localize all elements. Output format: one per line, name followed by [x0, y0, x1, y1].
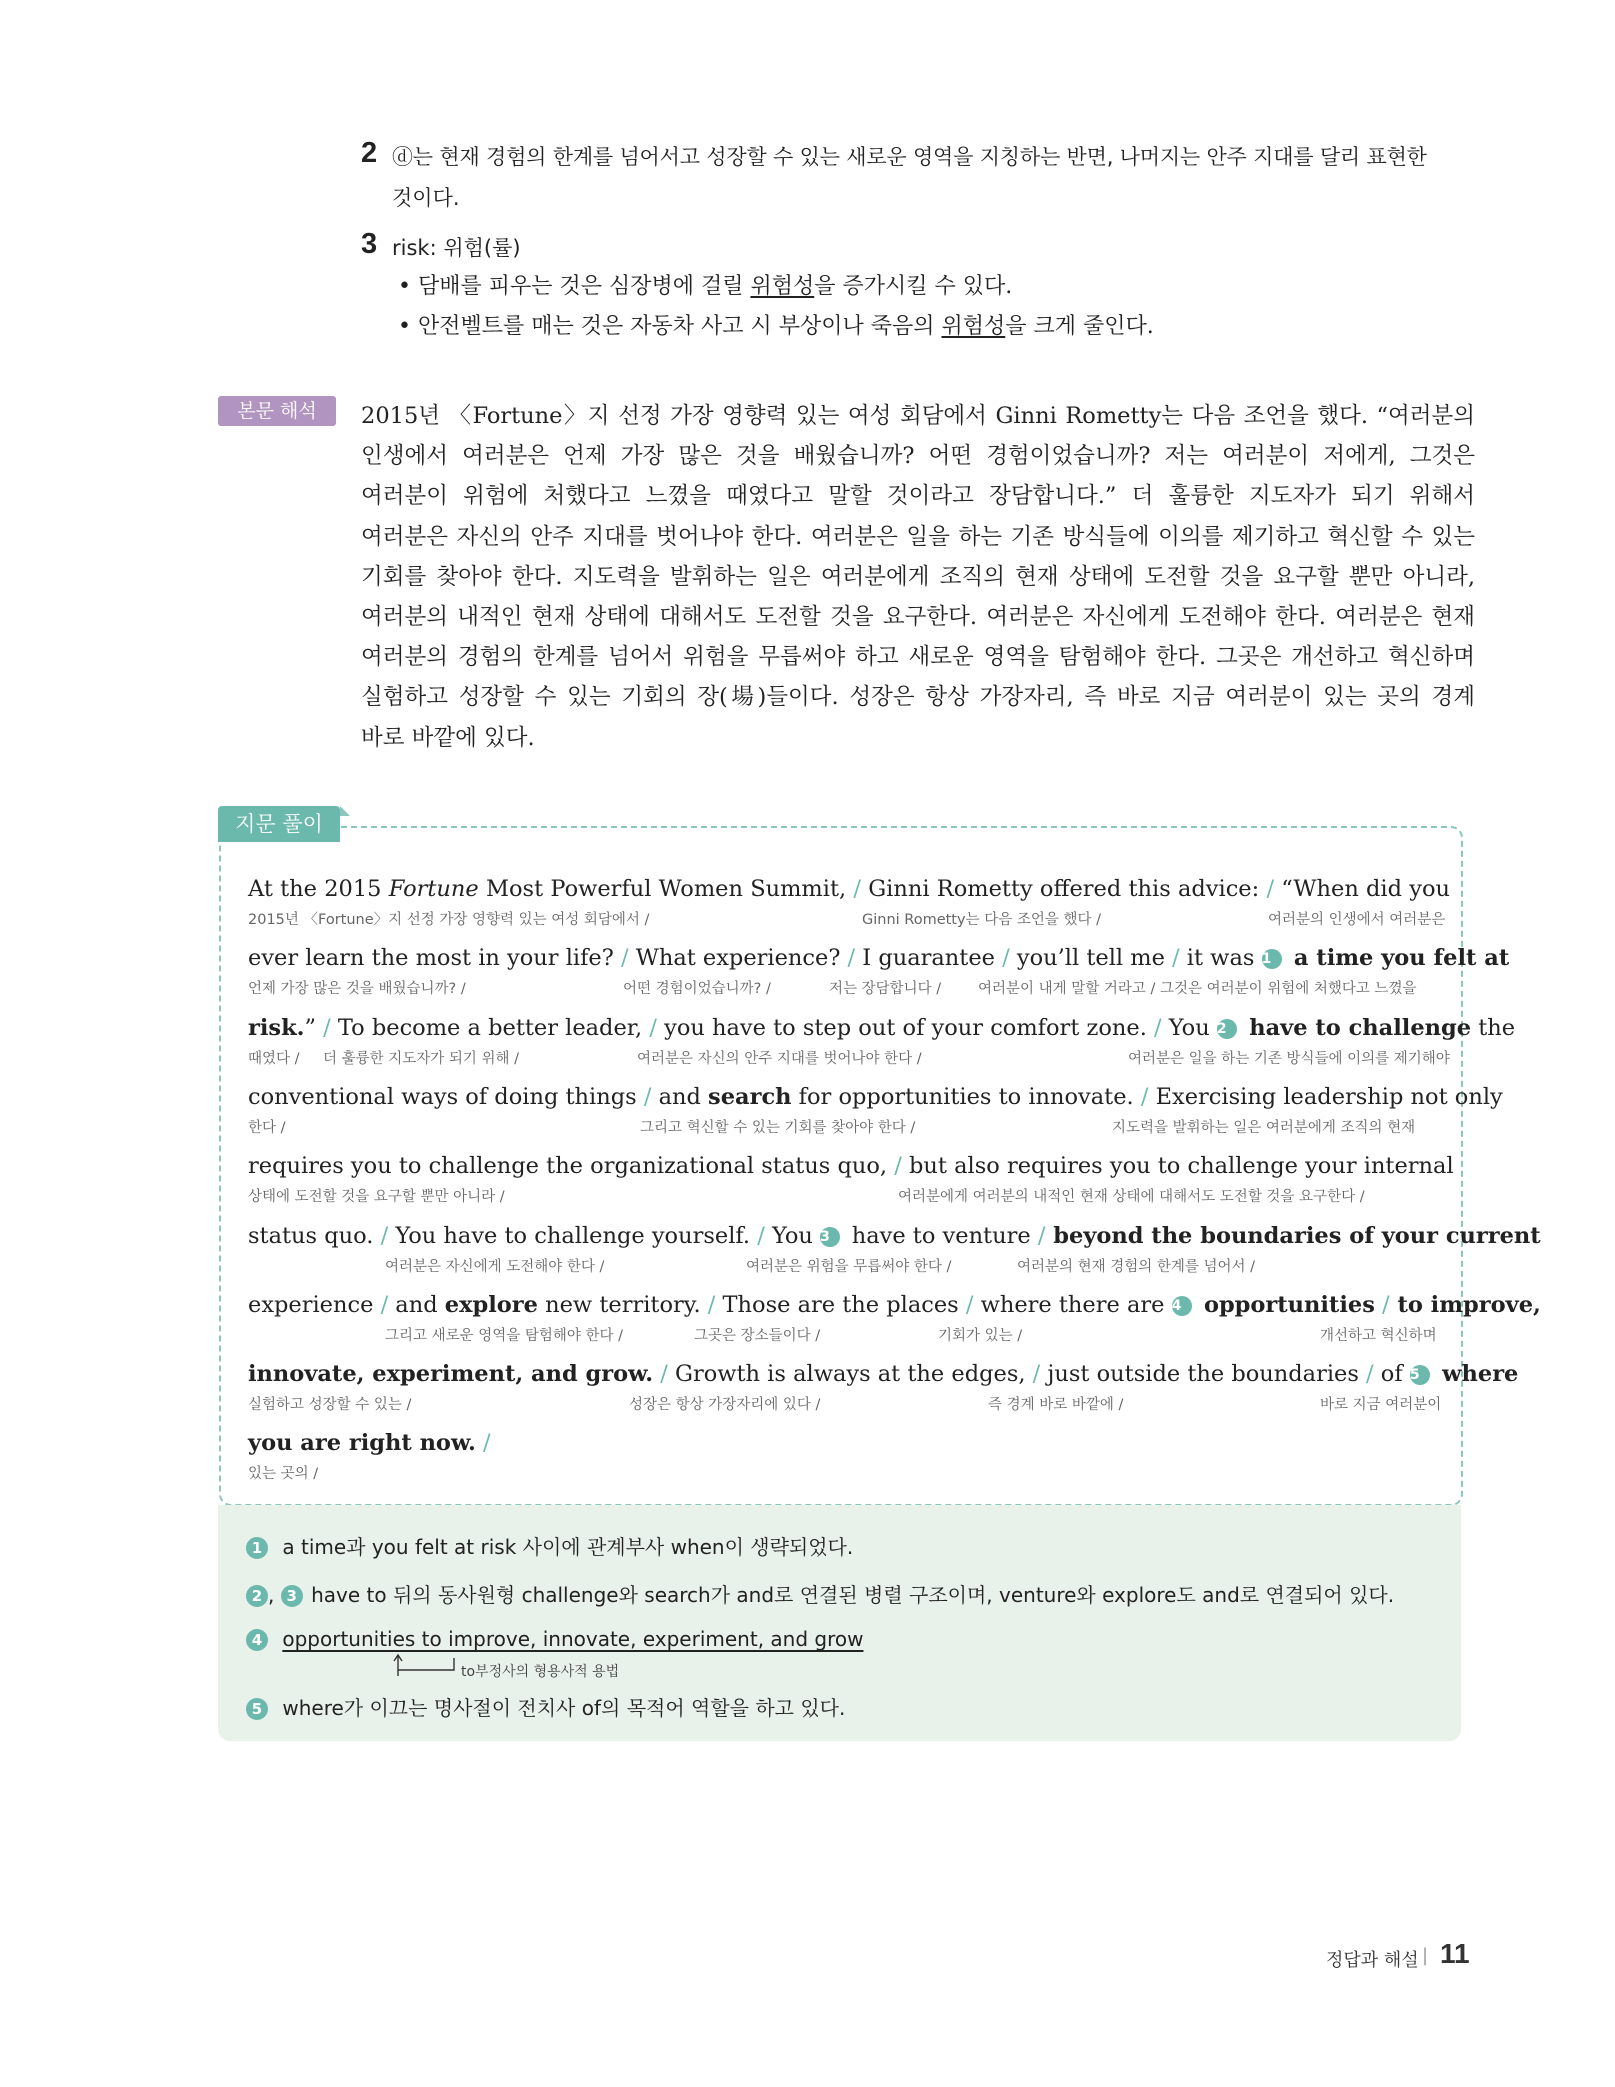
passage-text: new territory. [537, 1291, 708, 1318]
translation-label: 본문 해석 [218, 396, 336, 426]
passage-text [1031, 1223, 1038, 1249]
korean-gloss: 한다 / [248, 1119, 286, 1136]
passage-text: status quo. [248, 1222, 381, 1249]
passage-text: You have to challenge yourself. [388, 1222, 758, 1249]
bullet-2-text-end: 을 크게 줄인다. [1005, 314, 1154, 339]
passage-text: Most Powerful Women Summit, [478, 876, 854, 902]
chunk-slash: / [643, 1083, 652, 1110]
grammar-point-number-icon: 2 [1217, 1019, 1237, 1039]
grammar-point-number-icon: 4 [1172, 1296, 1192, 1316]
chunk-slash: / [707, 1291, 716, 1318]
note-4-text: opportunities to improve, innovate, experiment, and grow [282, 1627, 864, 1651]
chunk-slash: / [757, 1222, 765, 1249]
grammar-point-number-icon: 5 [1410, 1365, 1430, 1385]
korean-gloss: 여러분은 위험을 무릅써야 한다 / [746, 1258, 952, 1275]
korean-gloss: 여러분은 자신에게 도전해야 한다 / [385, 1258, 605, 1275]
answer-3-bullet-2 [398, 309, 1154, 340]
passage-text: You [764, 1222, 821, 1249]
korean-gloss: 성장은 항상 가장자리에 있다 / [629, 1397, 821, 1414]
passage-text [476, 1430, 483, 1456]
passage-text: At the 2015 [248, 876, 389, 902]
answer-2-line-1: ⓓ는 현재 경험의 한계를 넘어서고 성장할 수 있는 새로운 영역을 지칭하는 반면, 나머지는 안주 지대를 달리 표현한 [392, 145, 1427, 169]
note-5-text: where가 이끄는 명사절이 전치사 of의 목적어 역할을 하고 있다. [282, 1696, 846, 1720]
chunk-slash: / [1382, 1291, 1390, 1318]
note-2-3-text: have to 뒤의 동사원형 challenge와 search가 and로 연결된 병렬 구조이며, venture와 explore도 and로 연결되어 있다. [311, 1583, 1395, 1607]
page-number: 11 [1440, 1938, 1470, 1969]
korean-gloss: 여러분에게 여러분의 내적인 현재 상태에 대해서도 도전할 것을 요구한다 / [898, 1189, 1365, 1206]
note-5-number-icon: 5 [246, 1698, 268, 1720]
passage-english-line [248, 1430, 491, 1456]
translation-line: 바로 바깥에 있다. [361, 724, 535, 751]
passage-text: Those are the places [715, 1291, 966, 1318]
note-4-arrow-icon [390, 1652, 470, 1678]
passage-text: requires you to challenge the organizational status quo, [248, 1153, 895, 1180]
chunk-slash: / [847, 945, 856, 972]
passage-tab: 지문 풀이 [218, 806, 340, 842]
passage-text: and [651, 1083, 709, 1110]
passage-text: of [1373, 1361, 1410, 1388]
chunk-slash: / [1037, 1222, 1046, 1249]
chunk-slash: / [620, 945, 629, 972]
translation-line: 기회를 찾아야 한다. 지도력을 발휘하는 일은 여러분에게 조직의 현재 상태에 도전할 것을 요구할 뿐만 아니라, [361, 563, 1475, 590]
grammar-point-number-icon: 1 [1262, 949, 1282, 969]
passage-text: opportunities [1196, 1291, 1375, 1318]
passage-text: you are right now. [248, 1430, 476, 1457]
answer-3-number: 3 [361, 228, 378, 260]
passage-text: it was [1179, 945, 1262, 972]
korean-gloss: 언제 가장 많은 것을 배웠습니까? / [248, 981, 466, 998]
note-4-number-icon: 4 [246, 1629, 268, 1651]
passage-text: the [1471, 1014, 1516, 1041]
bullet-2-underlined: 위험성 [941, 314, 1006, 339]
answer-3-bullet-1 [398, 269, 1012, 300]
footer-label: 정답과 해설 [1326, 1950, 1419, 1971]
passage-text: To become a better leader, [330, 1014, 650, 1041]
korean-gloss: 즉 경계 바로 바깥에 / [988, 1397, 1124, 1414]
passage-text: and [388, 1291, 445, 1318]
korean-gloss: 여러분의 현재 경험의 한계를 넘어서 / [1017, 1258, 1256, 1275]
footer-separator: | [1422, 1945, 1429, 1966]
translation-line: 여러분이 위험에 처했다고 느꼈을 때였다고 말할 것이라고 장담합니다.” 더 훌륭한 지도자가 되기 위해서 [361, 483, 1475, 510]
korean-gloss: 여러분은 자신의 안주 지대를 벗어나야 한다 / [637, 1050, 922, 1067]
passage-text: Fortune [388, 876, 479, 902]
passage-english-line [248, 876, 1450, 902]
note-4 [246, 1627, 863, 1651]
passage-text: innovate, experiment, and grow. [248, 1361, 654, 1388]
passage-english-line [248, 1291, 1541, 1318]
passage-text: You [1161, 1014, 1217, 1041]
passage-text: experience [248, 1291, 381, 1318]
translation-line: 2015년 〈Fortune〉지 선정 가장 영향력 있는 여성 회담에서 Ginni Rometty는 다음 조언을 했다. “여러분의 [361, 403, 1475, 429]
chunk-slash: / [483, 1430, 491, 1457]
passage-english-line [248, 945, 1510, 972]
passage-text: where [1434, 1361, 1519, 1388]
chunk-slash: / [1366, 1361, 1374, 1388]
passage-text: explore [444, 1291, 538, 1318]
passage-text: to improve, [1389, 1291, 1541, 1318]
korean-gloss: 여러분은 일을 하는 기존 방식들에 이의를 제기해야 [1128, 1050, 1450, 1067]
bullet-1-text: • 담배를 피우는 것은 심장병에 걸릴 [398, 274, 751, 299]
answer-3-title: risk: 위험(률) [392, 236, 521, 260]
translation-line: 여러분은 자신의 안주 지대를 벗어나야 한다. 여러분은 일을 하는 기존 방식들에 이의를 제기하고 혁신할 수 있는 [361, 523, 1475, 550]
passage-text: ever learn the most in your life? [248, 945, 621, 972]
chunk-slash: / [1172, 945, 1180, 972]
passage-text: beyond the boundaries of your current [1045, 1222, 1541, 1249]
passage-english-line [248, 1083, 1503, 1110]
translation-line: 인생에서 여러분은 언제 가장 많은 것을 배웠습니까? 어떤 경험이었습니까? 저는 여러분이 저에게, 그것은 [361, 443, 1475, 470]
bullet-1-text-end: 을 증가시킬 수 있다. [814, 274, 1013, 299]
korean-gloss: 있는 곳의 / [248, 1466, 319, 1483]
note-1 [246, 1531, 853, 1560]
korean-gloss: 개선하고 혁신하며 [1320, 1327, 1437, 1344]
passage-text: but also requires you to challenge your internal [901, 1153, 1454, 1180]
note-5 [246, 1692, 845, 1721]
bullet-1-underlined: 위험성 [750, 274, 815, 299]
passage-text [1375, 1292, 1382, 1318]
note-2-3 [246, 1579, 1394, 1608]
korean-gloss: 상태에 도전할 것을 요구할 뿐만 아니라 / [248, 1189, 505, 1206]
bullet-2-text: • 안전벨트를 매는 것은 자동차 사고 시 부상이나 죽음의 [398, 314, 942, 339]
korean-gloss: 그리고 새로운 영역을 탐험해야 한다 / [385, 1327, 624, 1344]
chunk-slash: / [1140, 1083, 1149, 1110]
korean-gloss: Ginni Rometty는 다음 조언을 했다 / [862, 912, 1101, 928]
passage-text: you have to step out of your comfort zone. [656, 1014, 1155, 1041]
chunk-slash: / [1002, 945, 1010, 972]
korean-gloss: 더 훌륭한 지도자가 되기 위해 / [323, 1050, 520, 1067]
passage-text: risk. [248, 1014, 305, 1041]
korean-gloss: 어떤 경험이었습니까? / [623, 981, 771, 998]
korean-gloss: 기회가 있는 / [938, 1327, 1023, 1344]
translation-line: 여러분의 경험의 한계를 넘어서 위험을 무릅써야 하고 새로운 영역을 탐험해야 한다. 그곳은 개선하고 혁신하며 [361, 644, 1475, 671]
note-4-annotation: to부정사의 형용사적 용법 [461, 1664, 620, 1680]
korean-gloss: 2015년 〈Fortune〉지 선정 가장 영향력 있는 여성 회담에서 / [248, 912, 650, 928]
note-2-3-separator: , [268, 1583, 275, 1607]
answer-2-number: 2 [361, 137, 378, 169]
passage-text: Growth is always at the edges, [667, 1361, 1033, 1388]
korean-gloss: 바로 지금 여러분이 [1320, 1397, 1442, 1414]
chunk-slash: / [380, 1291, 389, 1318]
passage-text: Ginni Rometty offered this advice: [860, 876, 1267, 902]
korean-gloss: 여러분이 내게 말할 거라고 / 그것은 여러분이 위험에 처했다고 느꼈을 [978, 981, 1417, 998]
passage-text: conventional ways of doing things [248, 1083, 644, 1110]
passage-text: have to venture [844, 1222, 1031, 1249]
passage-tab-notch [340, 806, 350, 816]
grammar-point-number-icon: 3 [820, 1227, 840, 1247]
chunk-slash: / [853, 876, 861, 902]
passage-text: have to challenge [1241, 1014, 1472, 1041]
passage-text: What experience? [628, 945, 848, 972]
chunk-slash: / [660, 1361, 668, 1388]
korean-gloss: 그리고 혁신할 수 있는 기회를 찾아야 한다 / [640, 1119, 916, 1136]
passage-text: you’ll tell me [1009, 945, 1173, 972]
answer-2-line-2: 것이다. [392, 186, 460, 210]
korean-gloss: 지도력을 발휘하는 일은 여러분에게 조직의 현재 [1112, 1119, 1416, 1136]
note-1-text: a time과 you felt at risk 사이에 관계부사 when이 생략되었다. [282, 1535, 854, 1559]
passage-text: Exercising leadership not only [1148, 1083, 1503, 1110]
passage-english-line [248, 1153, 1454, 1180]
chunk-slash: / [1154, 1014, 1162, 1041]
note-2-number-icon: 2 [246, 1585, 268, 1607]
chunk-slash: / [323, 1014, 331, 1041]
korean-gloss: 그곳은 장소들이다 / [694, 1327, 821, 1344]
chunk-slash: / [649, 1014, 657, 1041]
chunk-slash: / [380, 1222, 389, 1249]
korean-gloss: 여러분의 인생에서 여러분은 [1268, 912, 1446, 928]
passage-text: search [708, 1083, 792, 1110]
korean-gloss: 실험하고 성장할 수 있는 / [248, 1397, 412, 1414]
passage-text: I guarantee [855, 945, 1003, 972]
passage-text: ” [304, 1014, 324, 1041]
passage-text: a time you felt at [1286, 945, 1510, 972]
chunk-slash: / [1032, 1361, 1041, 1388]
chunk-slash: / [965, 1291, 974, 1318]
passage-english-line [248, 1222, 1541, 1249]
passage-english-line [248, 1014, 1516, 1041]
passage-text: “When did you [1274, 876, 1451, 902]
passage-text: just outside the boundaries [1040, 1361, 1367, 1388]
korean-gloss: 저는 장담합니다 / [829, 981, 942, 998]
translation-line: 여러분의 내적인 현재 상태에 대해서도 도전할 것을 요구한다. 여러분은 자신에게 도전해야 한다. 여러분은 현재 [361, 604, 1475, 630]
chunk-slash: / [1266, 876, 1275, 902]
note-1-number-icon: 1 [246, 1537, 268, 1559]
passage-text: where there are [973, 1291, 1172, 1318]
passage-text: for opportunities to innovate. [791, 1083, 1141, 1110]
note-3-number-icon: 3 [281, 1585, 303, 1607]
korean-gloss: 때였다 / [248, 1050, 300, 1067]
chunk-slash: / [894, 1153, 902, 1180]
translation-line: 실험하고 성장할 수 있는 기회의 장(場)들이다. 성장은 항상 가장자리, 즉 바로 지금 여러분이 있는 곳의 경계 [361, 684, 1475, 711]
passage-english-line [248, 1361, 1519, 1388]
